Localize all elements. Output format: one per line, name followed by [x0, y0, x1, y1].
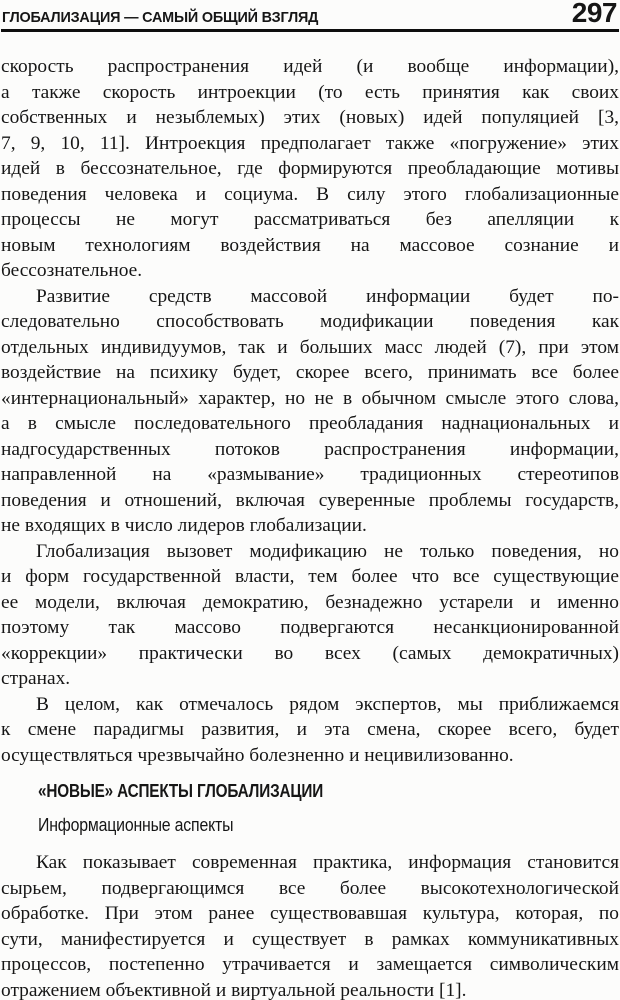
text-line: 7, 9, 10, 11]. Интроекция предполагает также «погружение» этих [1, 132, 619, 154]
text-line: и форм государственной власти, тем более что все существующие [1, 566, 619, 587]
text-line: следовательно способствовать модификации поведения как [1, 311, 619, 332]
text-line: новым технологиям воздействия на массовое сознание и [1, 234, 619, 256]
text-line: к смене парадигмы развития, и эта смена, скорее всего, будет [1, 719, 619, 740]
text-line: В целом, как отмечалось рядом экспертов, мы приближаемся [36, 693, 619, 715]
text-line: Как показывает современная практика, информация становится [36, 852, 619, 873]
text-line: осуществляться чрезвычайно болезненно и нецивилизованно. [1, 744, 514, 766]
text-line: обработке. При этом ранее существовавшая культура, которая, по [1, 903, 619, 924]
paragraph [1, 54, 619, 284]
text-line: поведения и отношений, включая суверенные проблемы государств, [1, 489, 619, 511]
text-line: Развитие средств массовой информации будет по- [36, 285, 619, 307]
text-line: воздействие на психику будет, скорее всего, принимать все более [1, 362, 619, 383]
section-heading: «НОВЫЕ» АСПЕКТЫ ГЛОБАЛИЗАЦИИ [38, 781, 324, 801]
running-title: ГЛОБАЛИЗАЦИЯ — САМЫЙ ОБЩИЙ ВЗГЛЯД [2, 9, 319, 26]
text-line: процессов, постепенно утрачивается и замещается символическим [1, 954, 619, 975]
text-line: процессы не могут рассматриваться без апелляции к [1, 209, 619, 230]
page-body [1, 54, 619, 1000]
paragraph [1, 692, 619, 769]
text-line: отдельных индивидуумов, так и больших масс людей (7), при этом [1, 336, 619, 358]
text-line: идей в бессознательное, где формируются преобладающие мотивы [1, 158, 619, 179]
text-line: «коррекции» практически во всех (самых демократичных) [1, 642, 619, 664]
paragraph [1, 284, 619, 539]
text-line: собственных и незыблемых) этих (новых) идей популяцией [3, [1, 107, 619, 128]
page-number: 297 [571, 0, 617, 28]
page-header [1, 0, 619, 32]
text-line: сырьем, подвергающимся все более высокотехнологической [1, 877, 619, 899]
text-line: отражением объективной и виртуальной реальности [1]. [1, 979, 467, 1000]
text-line: поведения человека и социума. В силу этого глобализационные [1, 183, 619, 205]
text-line: странах. [1, 668, 71, 689]
paragraph [1, 850, 619, 1000]
text-line: Глобализация вызовет модификацию не только поведения, но [36, 540, 619, 562]
text-line: ее модели, включая демократию, безнадежно устарели и именно [1, 591, 619, 613]
subsection-heading: Информационные аспекты [38, 815, 234, 835]
text-line: бессознательное. [1, 260, 143, 281]
text-line: а в смысле последовательного преобладания наднациональных и [1, 413, 619, 434]
text-line: скорость распространения идей (и вообще информации), [1, 56, 619, 77]
text-line: а также скорость интроекции (то есть принятия как своих [1, 81, 619, 103]
text-line: надгосударственных потоков распространения информации, [1, 438, 619, 460]
paragraph [1, 539, 619, 692]
text-line: направленной на «размывание» традиционных стереотипов [1, 464, 619, 485]
text-line: поэтому так массово подвергаются несанкционированной [1, 617, 619, 638]
text-line: «интернациональный» характер, но не в обычном смысле этого слова, [1, 387, 619, 409]
text-line: не входящих в число лидеров глобализации. [1, 515, 367, 536]
text-line: сути, манифестируется и существует в рамках коммуникативных [1, 928, 619, 950]
